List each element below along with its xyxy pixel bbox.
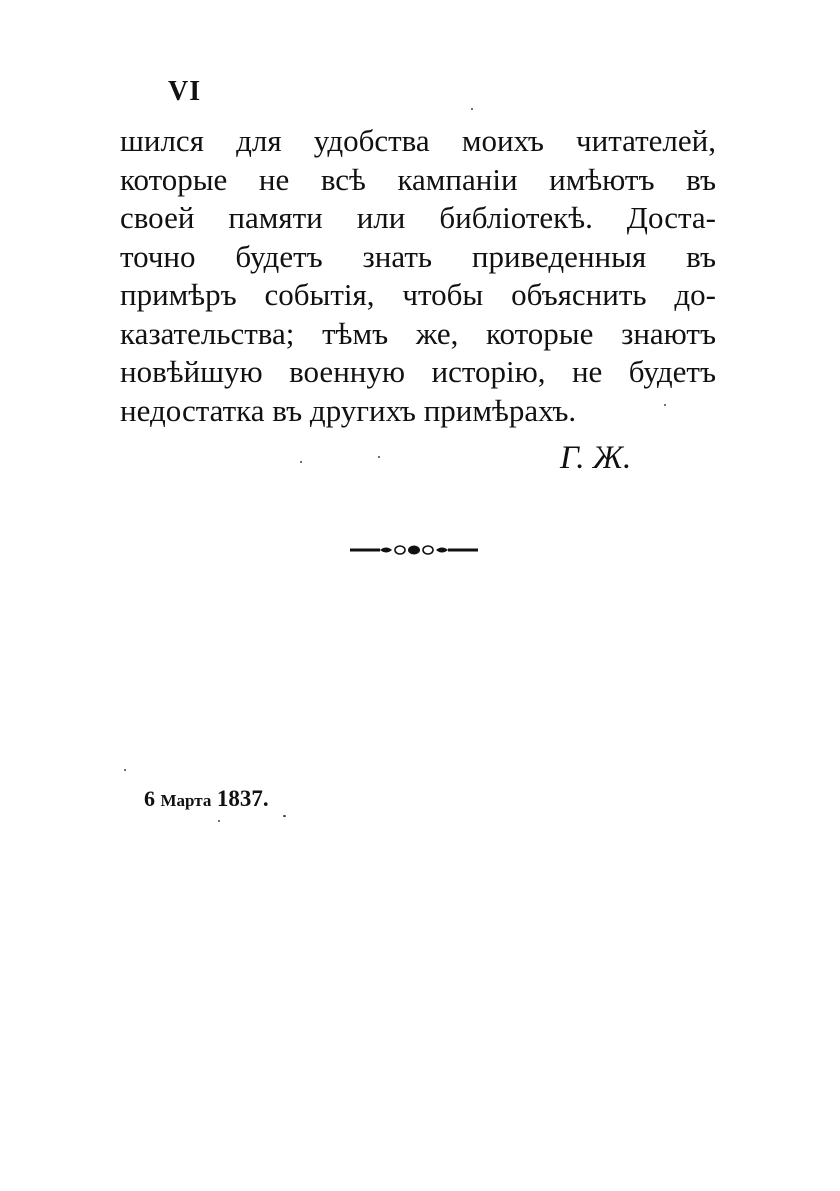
print-speck [378,456,380,458]
text-line: шился для удобства моихъ читателей, [120,123,716,158]
date-month: Марта [160,791,212,810]
print-speck [124,769,126,771]
text-line: новѣйшую военную исторію, не будетъ [120,354,716,389]
print-speck [283,815,286,817]
page-number: VI [168,76,202,107]
preface-text [120,122,716,430]
print-speck [471,108,473,110]
text-line: казательства; тѣмъ же, которые знаютъ [120,315,716,351]
ornament-divider [350,540,478,560]
date-line [144,786,269,812]
date-year: 1837. [216,786,269,811]
text-line: недостатка въ другихъ примѣрахъ. [120,392,577,428]
text-line: своей памяти или библіотекѣ. Доста- [120,200,716,235]
text-line: точно будетъ знать приведенныя въ [120,238,716,274]
date-day: 6 [144,786,155,811]
print-speck [300,461,302,463]
print-speck [664,404,666,406]
print-speck [218,820,220,822]
text-line: которые не всѣ кампаніи имѣютъ въ [120,161,716,197]
author-signature: Г. Ж. [560,440,632,476]
text-line: примѣръ событія, чтобы объяснить до- [120,277,716,312]
